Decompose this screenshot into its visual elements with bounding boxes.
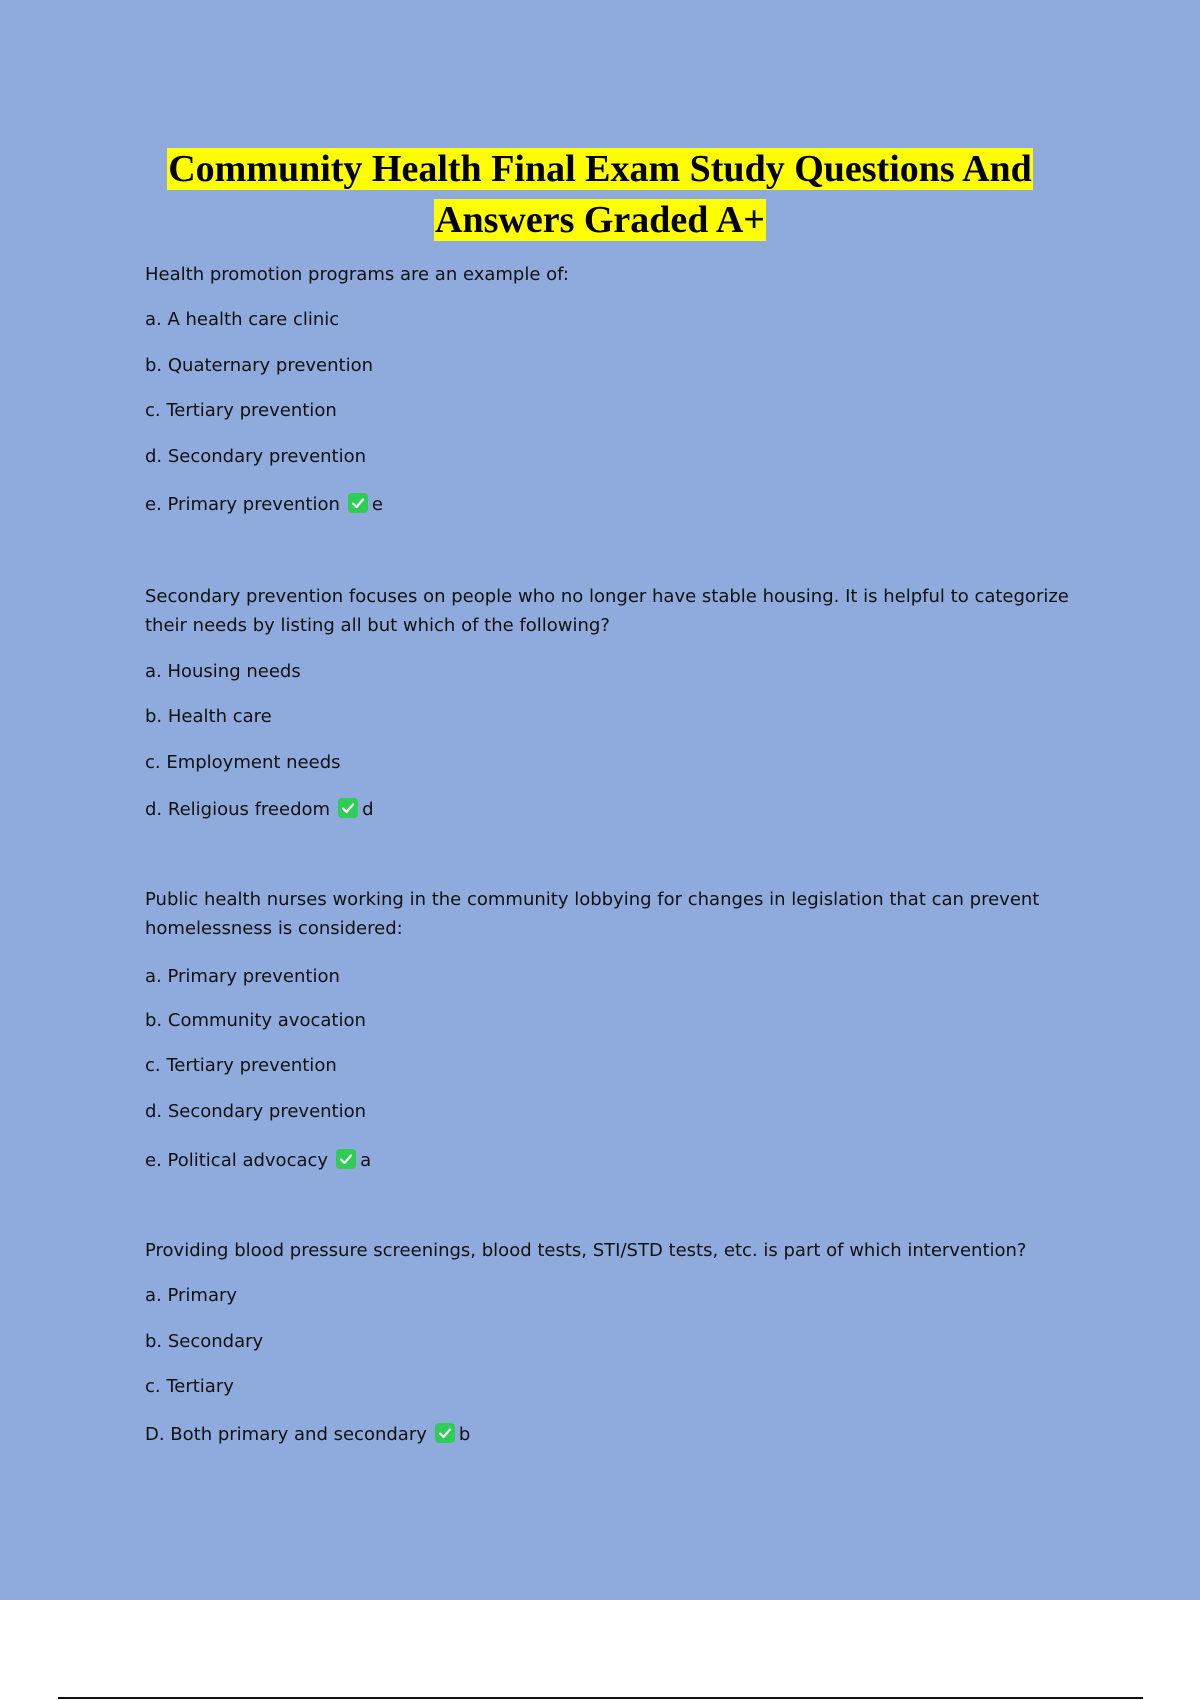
question-stem: Health promotion programs are an example of: bbox=[145, 264, 569, 285]
question-stem: Secondary prevention focuses on people who no longer have stable housing. It is helpful to categorize their needs by listing all but which of the following? bbox=[145, 586, 1069, 636]
check-mark-icon bbox=[348, 493, 368, 513]
option-e: e. Political advocacy bbox=[145, 1150, 329, 1171]
option-c: c. Employment needs bbox=[145, 752, 341, 773]
document-title bbox=[0, 144, 1200, 246]
option-a: a. A health care clinic bbox=[145, 309, 340, 330]
title-line-2: Answers Graded A+ bbox=[435, 199, 765, 241]
option-e: e. Primary prevention bbox=[145, 494, 340, 515]
answer-key: b bbox=[458, 1424, 471, 1445]
answer-key: d bbox=[362, 799, 374, 820]
option-b: b. Secondary bbox=[145, 1331, 264, 1352]
option-b: b. Health care bbox=[145, 706, 272, 727]
option-d-with-answer bbox=[145, 1423, 470, 1446]
option-d: d. Secondary prevention bbox=[145, 446, 367, 467]
question-stem: Public health nurses working in the community lobbying for changes in legislation that can prevent homelessness is considered: bbox=[145, 889, 1040, 939]
option-c: c. Tertiary prevention bbox=[145, 400, 337, 421]
option-a: a. Housing needs bbox=[145, 661, 301, 682]
option-b: b. Community avocation bbox=[145, 1010, 366, 1031]
question-stem: Providing blood pressure screenings, blood tests, STI/STD tests, etc. is part of which intervention? bbox=[145, 1240, 1027, 1261]
option-c: c. Tertiary prevention bbox=[145, 1055, 337, 1076]
option-b: b. Quaternary prevention bbox=[145, 355, 374, 376]
option-a: a. Primary prevention bbox=[145, 966, 340, 987]
option-d: D. Both primary and secondary bbox=[145, 1424, 427, 1445]
answer-key: a bbox=[360, 1150, 372, 1171]
option-e-with-answer bbox=[145, 493, 383, 516]
option-a: a. Primary bbox=[145, 1285, 238, 1306]
option-d: d. Secondary prevention bbox=[145, 1101, 367, 1122]
option-d: d. Religious freedom bbox=[145, 799, 331, 820]
option-c: c. Tertiary bbox=[145, 1376, 234, 1397]
answer-key: e bbox=[371, 494, 383, 515]
footer-divider bbox=[58, 1697, 1143, 1699]
check-mark-icon bbox=[435, 1423, 455, 1443]
option-d-with-answer bbox=[145, 798, 374, 821]
check-mark-icon bbox=[338, 798, 358, 818]
title-line-1: Community Health Final Exam Study Questions And bbox=[168, 148, 1032, 190]
option-e-with-answer bbox=[145, 1149, 371, 1172]
check-mark-icon bbox=[336, 1149, 356, 1169]
